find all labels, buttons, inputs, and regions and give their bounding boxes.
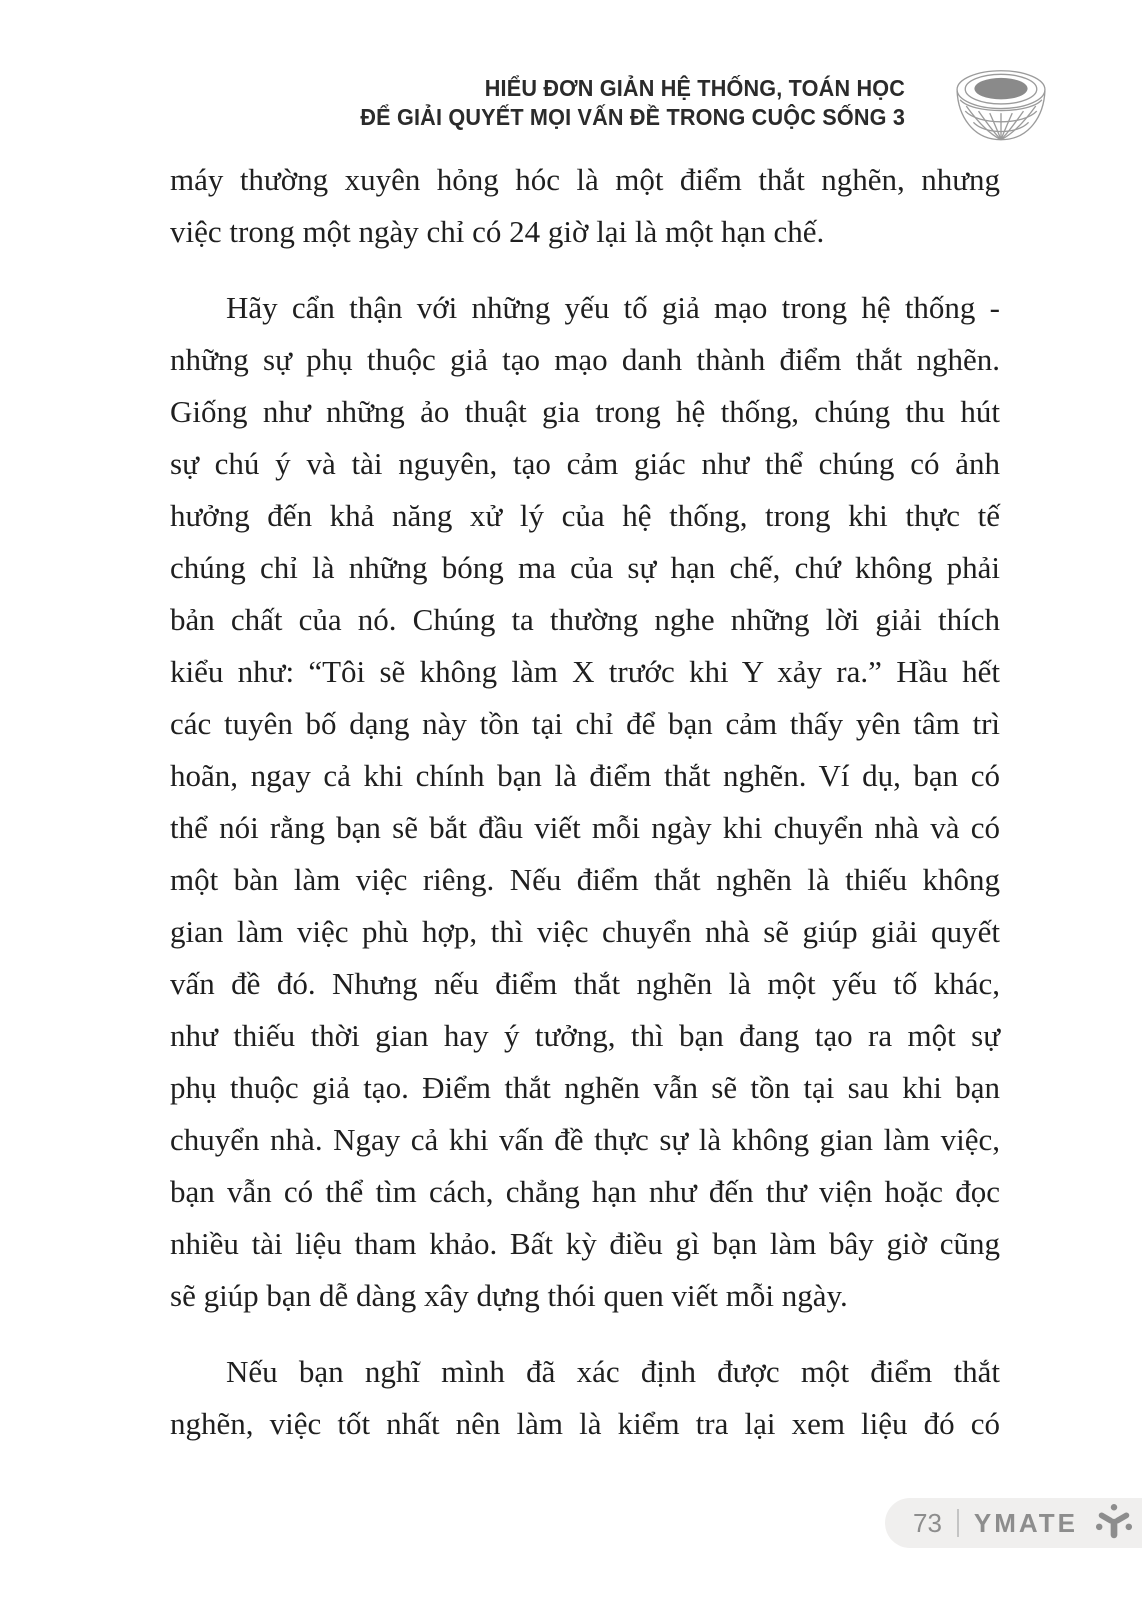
paragraph [170,282,1000,1322]
text-line: gian làm việc phù hợp, thì việc chuyển nhà sẽ giúp giải quyết [170,914,1000,949]
text-line: vấn đề đó. Nhưng nếu điểm thắt nghẽn là một yếu tố khác, [170,966,1000,1001]
text-line: hưởng đến khả năng xử lý của hệ thống, trong khi thực tế [170,498,1000,533]
text-line: chuyển nhà. Ngay cả khi vấn đề thực sự là không gian làm việc, [170,1122,1000,1157]
text-line: chúng chỉ là những bóng ma của sự hạn chế, chứ không phải [170,550,1000,585]
text-line: một bàn làm việc riêng. Nếu điểm thắt nghẽn là thiếu không [170,862,1000,897]
text-line: sự chú ý và tài nguyên, tạo cảm giác như thể chúng có ảnh [170,446,1000,481]
text-line: Nếu bạn nghĩ mình đã xác định được một điểm thắt [226,1354,1000,1389]
text-line: thể nói rằng bạn sẽ bắt đầu viết mỗi ngày khi chuyển nhà và có [170,810,1000,845]
publisher-brand: YMATE [973,1507,1078,1538]
paragraph [170,1346,1000,1450]
text-line: Giống như những ảo thuật gia trong hệ thống, chúng thu hút [170,394,1000,429]
text-line: các tuyên bố dạng này tồn tại chỉ để bạn cảm thấy yên tâm trì [170,706,1000,741]
text-line: nhiều tài liệu tham khảo. Bất kỳ điều gì bạn làm bây giờ cũng [170,1226,1000,1261]
wireframe-globe-bowl-icon [954,68,1048,144]
text-line: bản chất của nó. Chúng ta thường nghe những lời giải thích [170,602,1000,637]
text-line: hoãn, ngay cả khi chính bạn là điểm thắt nghẽn. Ví dụ, bạn có [170,758,1000,793]
running-head [360,74,905,132]
text-line: như thiếu thời gian hay ý tưởng, thì bạn đang tạo ra một sự [170,1018,1000,1053]
paragraph [170,154,1000,258]
text-line: Hãy cẩn thận với những yếu tố giả mạo trong hệ thống - [226,290,1000,325]
ymate-mark-icon [1093,1502,1135,1544]
running-head-line2: ĐỂ GIẢI QUYẾT MỌI VẤN ĐỀ TRONG CUỘC SỐNG 3 [360,104,905,130]
text-line: sẽ giúp bạn dễ dàng xây dựng thói quen viết mỗi ngày. [170,1278,848,1313]
text-line: máy thường xuyên hỏng hóc là một điểm thắt nghẽn, nhưng [170,162,1000,197]
text-line: việc trong một ngày chỉ có 24 giờ lại là một hạn chế. [170,214,825,249]
globe-dark-ellipse [974,78,1027,99]
text-line: kiểu như: “Tôi sẽ không làm X trước khi Y xảy ra.” Hầu hết [170,654,1000,689]
body-text [170,154,1000,1450]
footer-pill [885,1498,1142,1548]
running-head-line1: HIỂU ĐƠN GIẢN HỆ THỐNG, TOÁN HỌC [484,75,905,101]
footer-divider [957,1509,959,1537]
text-line: những sự phụ thuộc giả tạo mạo danh thành điểm thắt nghẽn. [170,342,1000,377]
text-line: bạn vẫn có thể tìm cách, chẳng hạn như đến thư viện hoặc đọc [170,1174,1000,1209]
text-line: phụ thuộc giả tạo. Điểm thắt nghẽn vẫn sẽ tồn tại sau khi bạn [170,1070,1000,1105]
page-number: 73 [913,1507,942,1538]
text-line: nghẽn, việc tốt nhất nên làm là kiểm tra lại xem liệu đó có [170,1406,1000,1441]
